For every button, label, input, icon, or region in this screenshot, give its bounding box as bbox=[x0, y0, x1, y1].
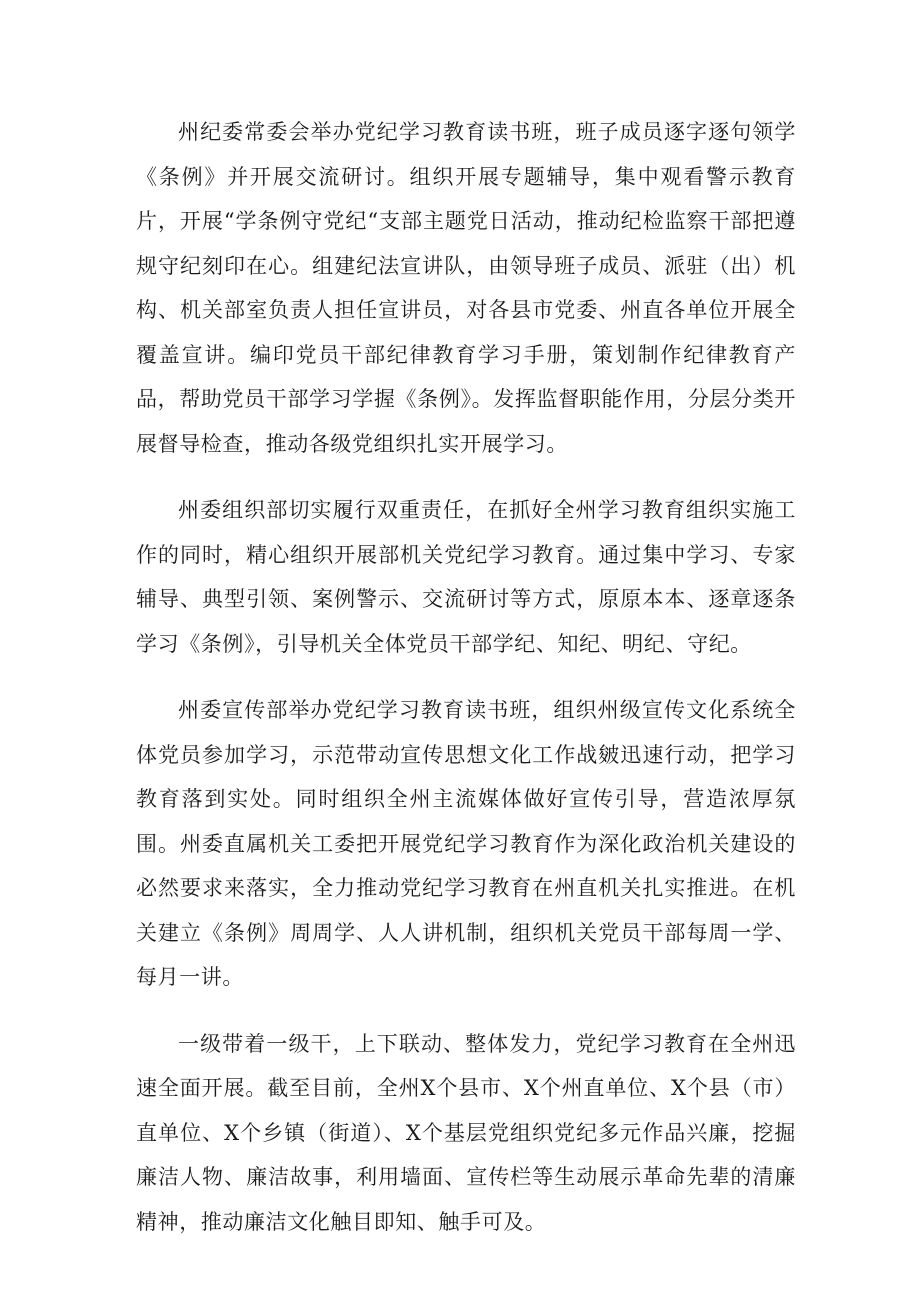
paragraph-2: 州委组织部切实履行双重责任，在抓好全州学习教育组织实施工作的同时，精心组织开展部机关党纪学习教育。通过集中学习、专家辅导、典型引领、案例警示、交流研讨等方式，原原本本、逐章逐条学习《条例》，引导机关全体党员干部学纪、知纪、明纪、守纪。 bbox=[136, 498, 796, 656]
paragraph-3: 州委宣传部举办党纪学习教育读书班，组织州级宣传文化系统全体党员参加学习，示范带动宣传思想文化工作战皴迅速行动，把学习教育落到实处。同时组织全州主流媒体做好宣传引导，营造浓厚氛围。州委直属机关工委把开展党纪学习教育作为深化政治机关建设的必然要求来落实，全力推动党纪学习教育在州直机关扎实推进。在机关建立《条例》周周学、人人讲机制，组织机关党员干部每周一学、每月一讲。 bbox=[136, 698, 796, 989]
paragraph-4: 一级带着一级干，上下联动、整体发力，党纪学习教育在全州迅速全面开展。截至目前，全州X个县市、X个州直单位、X个县（市）直单位、X个乡镇（街道）、X个基层党组织党纪多元作品兴廉，挖掘廉洁人物、廉洁故事，利用墙面、宣传栏等生动展示革命先辈的清廉精神，推动廉洁文化触目即知、触手可及。 bbox=[136, 1031, 796, 1234]
document-body bbox=[136, 110, 796, 1266]
paragraph-1: 州纪委常委会举办党纪学习教育读书班，班子成员逐字逐句领学《条例》并开展交流研讨。组织开展专题辅导，集中观看警示教育片，开展“学条例守党纪“支部主题党日活动，推动纪检监察干部把遵规守纪刻印在心。组建纪法宣讲队，由领导班子成员、派驻（出）机构、机关部室负责人担任宣讲员，对各县市党委、州直各单位开展全覆盖宣讲。编印党员干部纪律教育学习手册，策划制作纪律教育产品，帮助党员干部学习学握《条例》。发挥监督职能作用，分层分类开展督导检查，推动各级党组织扎实开展学习。 bbox=[136, 120, 796, 456]
